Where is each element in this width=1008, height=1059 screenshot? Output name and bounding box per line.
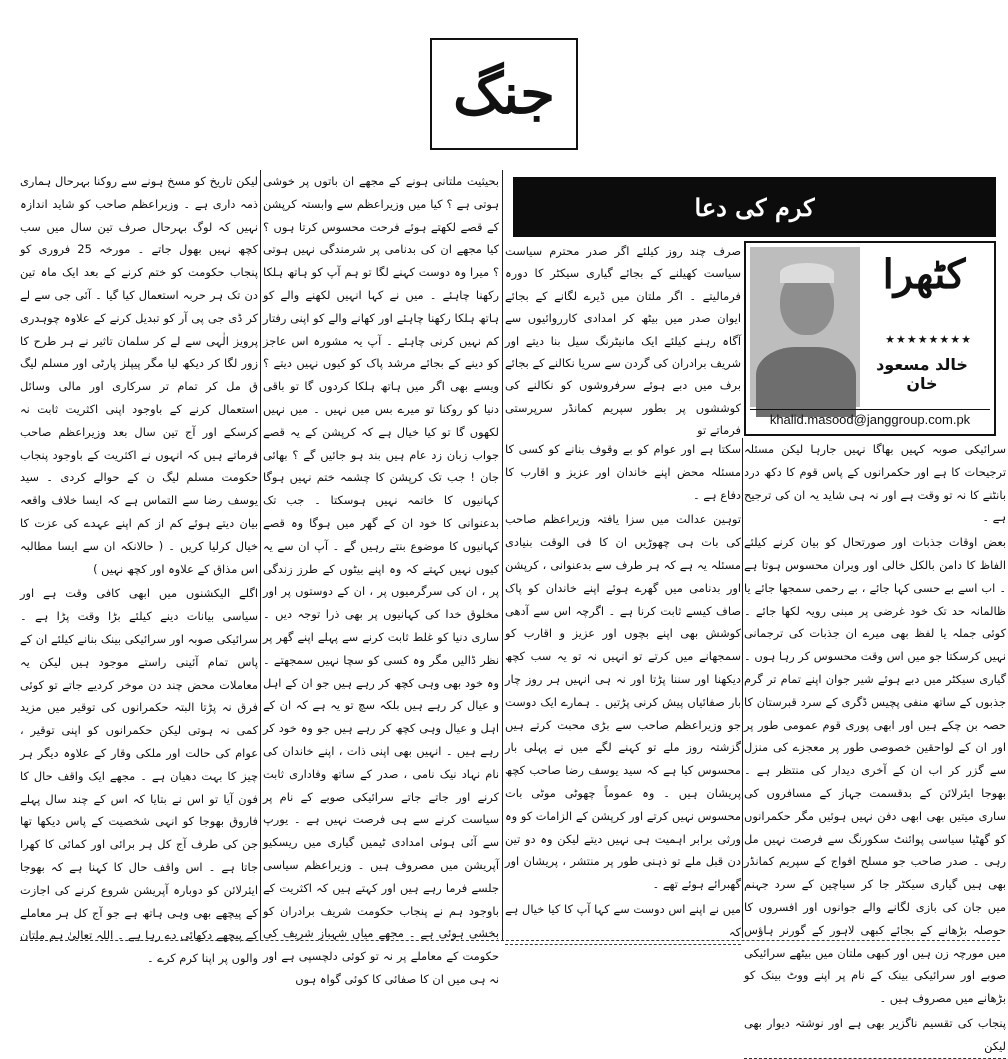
paragraph: توہین عدالت میں سزا یافتہ وزیراعظم صاحب کی بات ہی چھوڑیں ان کا فی الوقت بنیادی مسئلہ یہ ہے کہ ہر طرف سے بدعنوانی ، کرپشن اور بدنامی میں گھرے ہوئے اپنے خاندان کو پاک صاف کیسے ثابت کرنا ہے ۔ اگرچہ اس سے آدھی کوشش بھی اپنے بچوں اور عزیز و اقارب کو سمجھانے میں کرتے تو انہیں نہ تو یہ سب کچھ دیکھنا اور سننا پڑتا اور نہ ہی انہیں ہر روز چار بار صفائیاں پیش کرنی پڑتیں ۔ ہمارے ایک دوست جو وزیراعظم صاحب سے بڑی محبت کرتے ہیں گزشتہ روز ملے تو کہنے لگے میں نے پہلی بار محسوس کیا ہے کہ سید یوسف رضا صاحب کچھ پریشان ہیں ۔ وہ عموماً چھوٹی موٹی بات محسوس نہیں کرتے اور کرپشن کے الزامات کو وہ ورثی برابر اہمیت ہی نہیں دیتے لیکن وہ دو تین دن قبل ملے تو ذہنی طور پر منتشر ، پریشان اور گھبرائے ہوئے تھے ۔ [505, 512, 741, 892]
bottom-rule [20, 940, 1000, 941]
photo-shoulders [756, 347, 856, 417]
paragraph: بعض اوقات جذبات اور صورتحال کو بیان کرنے کیلئے الفاظ کا دامن بالکل خالی اور ویران محسوس ہوتا ہے ۔ اب اسے بے حسی کہا جائے ، بے رحمی سمجھا جائے یا ظالمانہ حد تک خود غرضی پر مبنی رویہ لکھا جائے ۔ کوئی جملہ یا لفظ بھی میرے ان جذبات کی ترجمانی نہیں کرسکتا جو میں اس وقت محسوس کر رہا ہوں ۔ گیاری سیکٹر میں دبے ہوئے شیر جوان اپنے تمام تر گرم جذبوں کے ساتھ منفی پچیس ڈگری کے سرد قبرستان کا حصہ بن چکے ہیں اور ابھی پوری قوم عمومی طور پر اور ان کے لواحقین خصوصی طور پر معجزے کی منزل سے گزر کر اب ان کے آخری دیدار کی منتظر ہے ۔ بھوجا ایئرلائن کے بدقسمت جہاز کے مسافروں کی ساری میتیں بھی ابھی دفن نہیں ہوئیں مگر حکمرانوں کو گھٹیا سیاسی پوائنٹ سکورنگ سے فرصت نہیں مل رہی ۔ صدر صاحب جو مسلح افواج کے سپریم کمانڈر بھی ہیں گیاری سیکٹر جا کر سیاچین کے سرد جہنم میں جان کی بازی لگانے والے جوانوں اور افسروں کا حوصلہ بڑھانے کے بجائے کبھی لاہور کے گورنر ہاؤس میں مورچہ زن ہیں اور کبھی ملتان میں بیٹھے سرائیکی صوبے اور سرائیکی بینک کے نام پر اپنے ووٹ بینک کو بڑھانے میں مصروف ہیں ۔ [744, 535, 1006, 1006]
paragraph: بحیثیت ملتانی ہونے کے مجھے ان باتوں پر خوشی ہوتی ہے ؟ کیا میں وزیراعظم سے وابستہ کرپشن کے قصے لکھتے ہوئے فرحت محسوس کرتا ہوں ؟ کیا مجھے ان کی بدنامی پر شرمندگی نہیں ہوتی ؟ میرا وہ دوست کہنے لگا تو ہم آپ کو ہاتھ ہلکا رکھنا چاہئے ۔ میں نے کہا انہیں لکھنے والے کو ہاتھ ہلکا رکھنا چاہئے اور کھانے والے کو اپنی رفتار کم نہیں کرنی چاہئے ۔ آپ یہ مشورہ اس عاجز کو دینے کے بجائے مرشد پاک کو کیوں نہیں دیتے ؟ ویسے بھی اگر میں ہاتھ ہلکا کردوں گا تو باقی دنیا کو روکنا تو میرے بس میں نہیں ۔ میں نہیں لکھوں گا تو کیا خیال ہے کہ کرپشن کے یہ قصے جواب زبان زد عام ہیں بند ہو جائیں گے ؟ بھائی جان ! جب تک کرپشن کا چشمہ ختم نہیں ہوگا کہانیوں کا خاتمہ نہیں ہوسکتا ۔ جب تک بدعنوانی کا خود ان کے گھر میں ہوگا وہ قصے کہانیوں کا موضوع بنتے رہیں گے ۔ آپ ان سے یہ کیوں نہیں کہتے کہ وہ اپنے بیٹوں کے طرز زندگی پر ، ان کی سرگرمیوں پر ، ان کے دوستوں پر اور مخلوق خدا کی کہانیوں پر بھی ذرا توجہ دیں ۔ ساری دنیا کو غلط ثابت کرنے سے پہلے اپنے گھر پر نظر ڈالیں مگر وہ کسی کو سچا نہیں سمجھتے ۔ وہ خود بھی وہی کچھ کر رہے ہیں جو ان کے اہل و عیال کر رہے ہیں بلکہ سچ تو یہ ہے کہ ان کے اہل و عیال وہی کچھ کر رہے ہیں جو وہ خود کر رہے ہیں ۔ انہیں بھی اپنی ذات ، اپنے خاندان کی نام نہاد نیک نامی ، صدر کے ساتھ وفاداری ثابت کرنے اور جاتے جاتے سرائیکی صوبے کے نام پر سیاست کرنے سے ہی فرصت نہیں ہے ۔ یورپ سے آئی ہوئی امدادی ٹیمیں گیاری میں ریسکیو آپریشن میں مصروف ہیں ۔ وزیراعظم سیاسی جلسے فرما رہے ہیں اور کہتے ہیں کہ اکثریت کے باوجود ہم نے پنجاب حکومت شریف برادران کو بخشی ہوئی ہے ۔ مجھے میاں شہباز شریف کی حکومت کے معاملے پر نہ تو کوئی دلچسپی ہے اور نہ ہی میں ان کا صفائی کا کوئی گواہ ہوں [263, 174, 499, 986]
column-divider [260, 170, 261, 940]
column-headline [513, 177, 996, 237]
paragraph: میں نے اپنے اس دوست سے کہا آپ کا کیا خیال ہے کہ [505, 898, 741, 945]
column-divider [502, 170, 503, 940]
byline-box [744, 241, 996, 436]
article-column-2 [505, 438, 741, 938]
column-divider [742, 438, 743, 938]
column-name: کٹھرا [882, 251, 966, 298]
photo-hair [780, 263, 834, 283]
article-column-4 [20, 170, 258, 966]
stars-divider: ★★★★★★★★ [885, 333, 972, 346]
paragraph: سکتا ہے اور عوام کو بے وقوف بنانے کو کسی کا مسئلہ محض اپنے خاندان اور عزیز و اقارب کا دفاع ہے ۔ [505, 442, 741, 502]
paragraph: لیکن تاریخ کو مسخ ہونے سے روکنا بہرحال ہماری ذمہ داری ہے ۔ وزیراعظم صاحب کو شاید اندازہ نہیں کہ لوگ بہرحال صرف تین سال میں سب کچھ نہیں بھول جاتے ۔ مورخہ 25 فروری کو پنجاب حکومت کو ختم کرنے کے بعد ایک ماہ تین دن تک ہر حربہ استعمال کیا گیا ۔ آئی جی سے لے کر ڈی جی پی آر کو تبدیل کرنے کے علاوہ چوہدری پرویز الٰہی سے لے کر سلمان تاثیر نے ہر طرح کا زور لگا کر دیکھ لیا مگر پیپلز پارٹی اور مسلم لیگ ق مل کر تمام تر سرکاری اور مالی وسائل استعمال کرنے کے باوجود اپنی اکثریت ثابت نہ کرسکے اور آج تین سال بعد وزیراعظم صاحب فرماتے ہیں کہ انہوں نے اکثریت کے باوجود پنجاب حکومت مسلم لیگ ن کے حوالے کردی ۔ سید یوسف رضا سے التماس ہے کہ ایسا خلاف واقعہ بیان دیتے ہوئے کم از کم اپنے عہدے کی عزت کا خیال کرلیا کریں ۔ ( حالانکہ ان سے ایسا مطالبہ اس مذاق کے علاوہ اور کچھ نہیں ) [20, 174, 258, 576]
headline-text: کرم کی دعا [694, 192, 815, 222]
article-column-1 [744, 438, 1006, 1053]
author-email: khalid.masood@janggroup.com.pk [750, 409, 990, 430]
paragraph: اگلے الیکشنوں میں ابھی کافی وقت ہے اور سیاسی بیانات دینے کیلئے بڑا وقت پڑا ہے ۔ سرائیکی صوبہ اور سرائیکی بینک بنانے کیلئے ان کے پاس تمام آئینی راستے موجود ہیں لیکن یہ معاملات محض چند دن موخر کردیے جاتے تو کوئی فرق نہ پڑتا البتہ حکمرانوں کی توقیر میں مزید کمی نہ ہوتی لیکن حکمرانوں کو اپنی توقیر ، عوام کی حالت اور ملکی وقار کے علاوہ دیگر ہر چیز کا بہت دھیان ہے ۔ مجھے ایک واقف حال کا فون آیا تو اس نے بتایا کہ اس کے چند سال پہلے فاروق بھوجا کو انہی شخصیت کے پاس دیکھا تھا جن کی طرف آج کل ہر برائی اور کمائی کا کھرا جاتا ہے ۔ اس واقف حال کا کہنا ہے کہ بھوجا ایئرلائن کو دوبارہ آپریشن شروع کرنے کی اجازت کے پیچھے بھی وہی ہاتھ ہے جو آج کل ہر معاملے کے پیچھے دکھائی دے رہا ہے ۔ اللہ تعالیٰ ہم ملتان والوں پر اپنا کرم کرے ۔ [20, 586, 258, 966]
article-intro: صرف چند روز کیلئے اگر صدر محترم سیاست سیاست کھیلنے کے بجائے گیاری سیکٹر کا دورہ فرمالیتے ۔ اگر ملتان میں ڈیرے لگانے کے بجائے ایوان صدر میں بیٹھ کر امدادی کارروائیوں سے آگاہ رہنے کیلئے ایک مانیٹرنگ سیل بنا دیتے اور شریف برادران کی گردن سے سریا نکالنے کے بجائے برف میں دبے ہوئے سرفروشوں کو نکالنے کی کوششوں پر بطور سپریم کمانڈر سرپرستی فرماتے تو [505, 244, 741, 438]
masthead-title: جنگ [453, 61, 555, 127]
newspaper-masthead [430, 38, 578, 150]
author-photo [750, 247, 860, 407]
article-column-3 [263, 170, 499, 986]
author-name: خالد مسعود خان [876, 355, 968, 393]
paragraph: پنجاب کی تقسیم ناگزیر بھی ہے اور نوشتہ دیوار بھی لیکن [744, 1012, 1006, 1059]
paragraph: سرائیکی صوبہ کہیں بھاگا نہیں جارہا لیکن مسئلہ ترجیحات کا ہے اور حکمرانوں کے پاس قوم کا دکھ درد بانٹنے کا نہ تو وقت ہے اور نہ ہی شاید یہ ان کی ترجیح ہے ۔ [744, 442, 1006, 525]
